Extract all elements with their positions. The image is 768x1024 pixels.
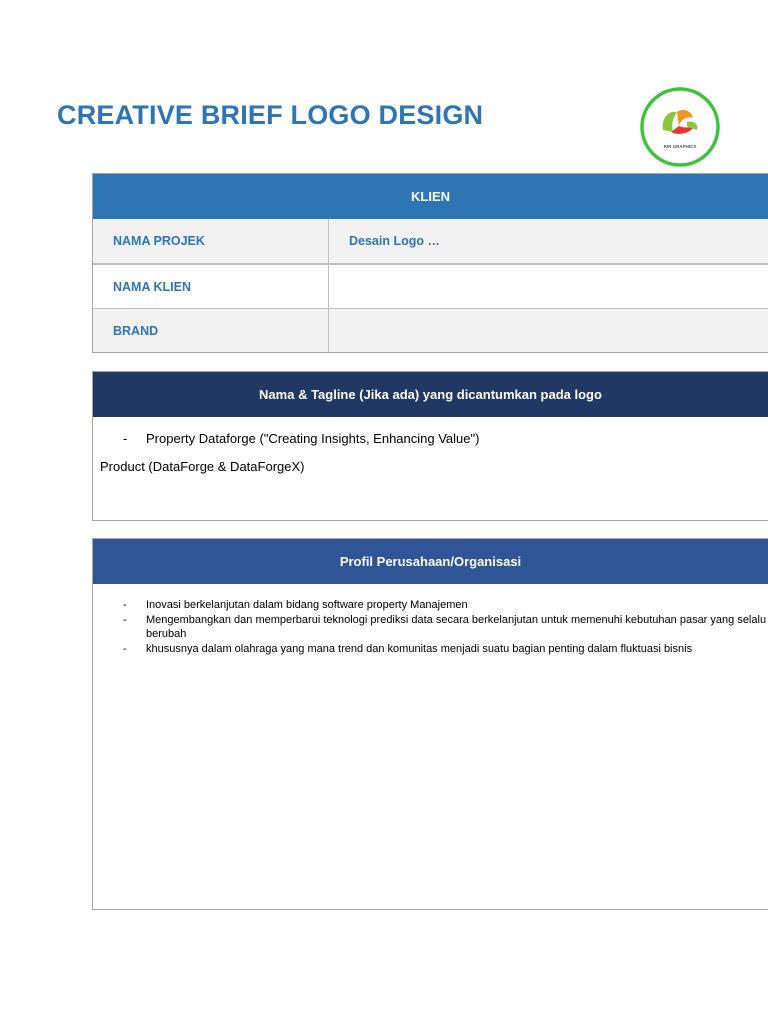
tagline-bullet-text: Property Dataforge ("Creating Insights, Enhancing Value") (146, 431, 480, 446)
logo-caption: RIN GRAPHICS (663, 144, 697, 149)
table-row (93, 219, 768, 263)
client-table (92, 173, 768, 353)
company-profile-section (92, 538, 768, 910)
bullet-dash: - (123, 642, 127, 655)
tagline-section (92, 371, 768, 521)
bullet-dash: - (123, 613, 127, 626)
profile-item-text: Inovasi berkelanjutan dalam bidang software property Manajemen (146, 599, 468, 611)
list-item (123, 613, 768, 642)
table-row (93, 263, 768, 308)
brand-value[interactable] (329, 309, 768, 352)
client-table-header: KLIEN (93, 174, 768, 219)
row-label-client-name: NAMA KLIEN (93, 265, 329, 308)
project-name-value[interactable]: Desain Logo … (349, 234, 440, 248)
bullet-dash: - (123, 431, 128, 446)
row-label-project-name: NAMA PROJEK (93, 219, 329, 263)
list-item (123, 431, 768, 446)
tagline-header: Nama & Tagline (Jika ada) yang dicantumkan pada logo (93, 372, 768, 417)
client-name-value[interactable] (329, 265, 768, 308)
profile-item-text: Mengembangkan dan memperbarui teknologi prediksi data secara berkelanjutan untuk memenuhi kebutuhan pasar yang selalu berubah (146, 613, 767, 640)
company-profile-body (93, 584, 768, 656)
page-title: CREATIVE BRIEF LOGO DESIGN (57, 100, 484, 130)
bullet-dash: - (123, 599, 127, 611)
brand-logo (637, 86, 723, 168)
company-profile-header: Profil Perusahaan/Organisasi (93, 539, 768, 584)
list-item (123, 598, 768, 613)
list-item (123, 642, 768, 657)
tagline-product-text: Product (DataForge & DataForgeX) (100, 459, 305, 474)
profile-item-text: khususnya dalam olahraga yang mana trend dan komunitas menjadi suatu bagian penting dalam fluktuasi bisnis (146, 642, 693, 655)
tagline-body (93, 417, 768, 474)
row-label-brand: BRAND (93, 309, 329, 352)
table-row (93, 308, 768, 352)
